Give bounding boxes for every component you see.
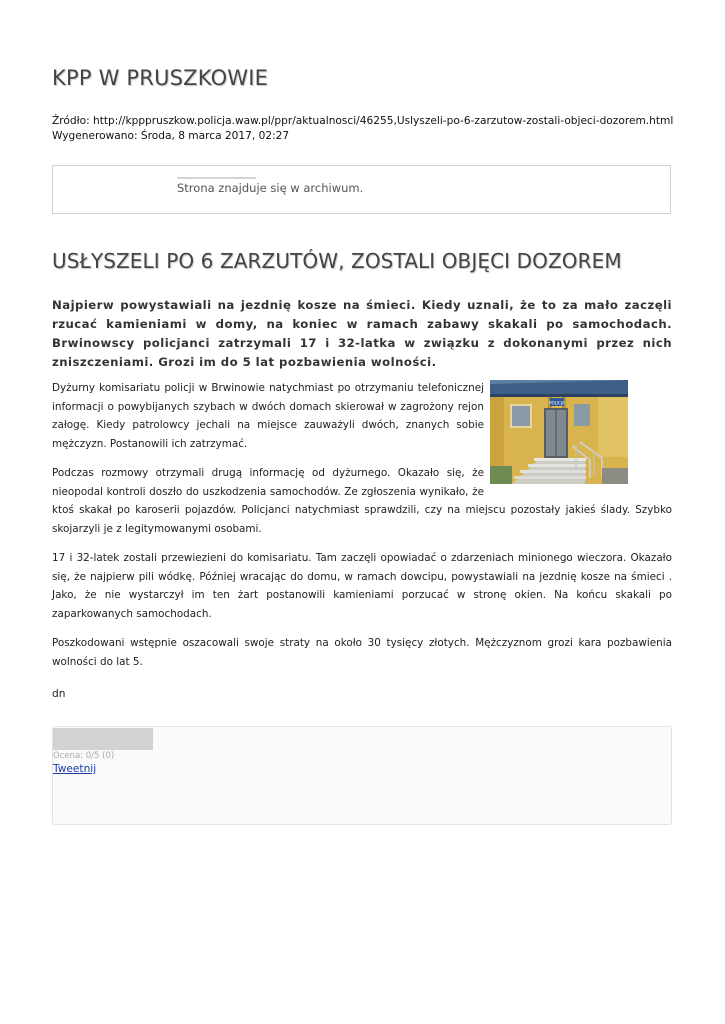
article-lead: Najpierw powystawiali na jezdnię kosze na śmieci. Kiedy uznali, że to za mało zaczęli rzucać kamieniami w domy, na koniec w ramach zabawy skakali po samochodach. Brwinowscy policjanci zatrzymali 17 i 32-latka w związku z dokonanymi przez nich zniszczeniami. Grozi im do 5 lat pozbawienia wolności. bbox=[52, 298, 672, 369]
svg-text:POLICJA: POLICJA bbox=[549, 400, 565, 406]
police-station-photo bbox=[490, 380, 628, 484]
tweet-link[interactable]: Tweetnij bbox=[53, 763, 97, 775]
article-paragraph: Podczas rozmowy otrzymali drugą informację od dyżurnego. Okazało się, że nieopodal kontroli doszło do uszkodzenia samochodów. Ze zgłoszenia wynikało, że ktoś skakał po karoserii pojazdów. Policjanci natychmiast sprawdzili, czy na miejscu pozostały jakieś ślady. Szybko skojarzyli je z legitymowanymi osobami. bbox=[52, 467, 672, 535]
article-paragraph: Poszkodowani wstępnie oszacowali swoje straty na około 30 tysięcy złotych. Mężczyznom grozi kara pozbawienia wolności do lat 5. bbox=[52, 637, 672, 668]
site-title: KPP W PRUSZKOWIE bbox=[52, 66, 269, 90]
article-photo bbox=[490, 380, 628, 484]
archive-notice: Strona znajduje się w archiwum. bbox=[177, 181, 364, 195]
article-paragraph: Dyżurny komisariatu policji w Brwinowie natychmiast po otrzymaniu telefonicznej informacji o powybijanych szybach w dwóch domach skierował w zagrożony rejon załogę. Kiedy patrolowcy jechali na miejsce zauważyli dwóch, znanych sobie mężczyzn. Postanowili ich zatrzymać. bbox=[52, 382, 484, 450]
source-url: Źródło: http://kpppruszkow.policja.waw.pl/ppr/aktualnosci/46255,Uslyszeli-po-6-zarzutow-zostali-objeci-dozorem.html bbox=[52, 115, 674, 127]
article-body bbox=[52, 379, 672, 682]
rating-text: Ocena: 0/5 (0) bbox=[53, 751, 115, 761]
article-paragraph: 17 i 32-latek zostali przewiezieni do komisariatu. Tam zaczęli opowiadać o zdarzeniach minionego wieczora. Okazało się, że najpierw pili wódkę. Później wracając do domu, w ramach dowcipu, powystawiali na jezdnię kosze na śmieci . Jako, że nie wystarczył im ten żart postanowili kamieniami porzucać w stronę okien. Na końcu skakali po zaparkowanych samochodach. bbox=[52, 552, 672, 620]
share-box bbox=[52, 726, 672, 825]
rating-stars[interactable] bbox=[53, 728, 153, 750]
document-meta bbox=[52, 114, 673, 144]
author-signature: dn bbox=[52, 688, 66, 700]
article-title: USŁYSZELI PO 6 ZARZUTÓW, ZOSTALI OBJĘCI DOZOREM bbox=[52, 249, 622, 273]
archive-notice-box bbox=[52, 165, 671, 214]
generated-date: Wygenerowano: Środa, 8 marca 2017, 02:27 bbox=[52, 130, 290, 142]
archive-divider bbox=[177, 177, 256, 179]
